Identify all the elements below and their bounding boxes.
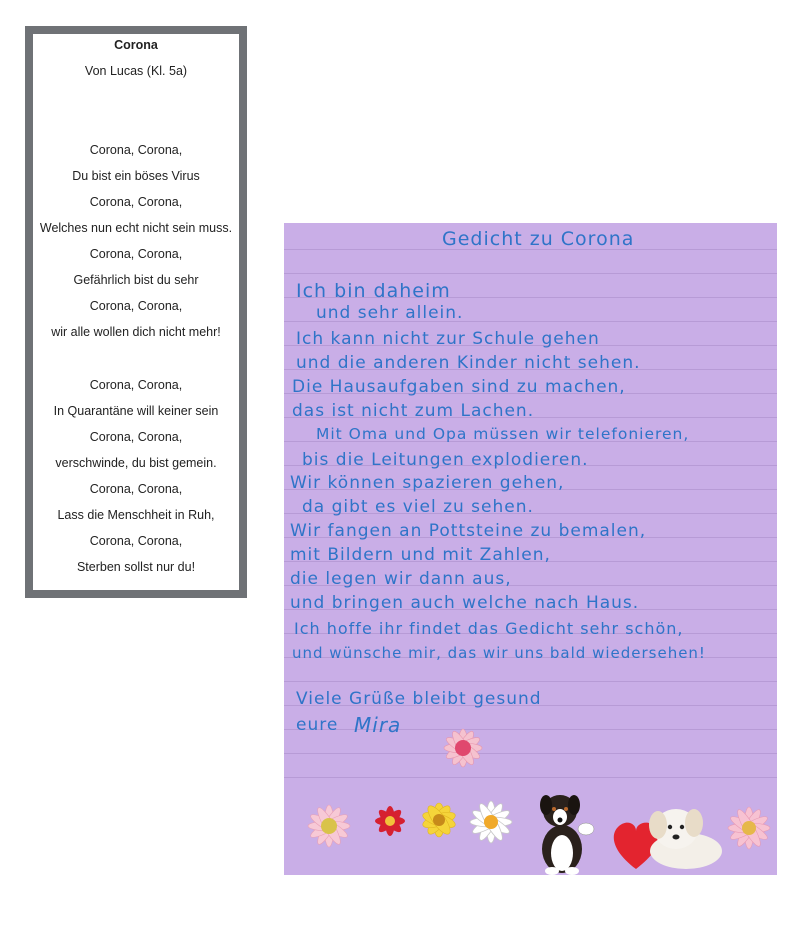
poem-line: Du bist ein böses Virus bbox=[72, 169, 200, 183]
white-daisy-sticker bbox=[466, 797, 516, 847]
handwritten-poem-page bbox=[284, 223, 777, 875]
handwritten-line: und sehr allein. bbox=[316, 303, 464, 323]
pink-gerbera-flower-sticker bbox=[440, 725, 486, 771]
handwritten-line: das ist nicht zum Lachen. bbox=[292, 401, 535, 421]
poem-author: Von Lucas (Kl. 5a) bbox=[84, 64, 188, 78]
handwritten-line: Ich kann nicht zur Schule gehen bbox=[296, 329, 600, 349]
poem-line: Corona, Corona, bbox=[89, 299, 183, 313]
handwritten-signature: Mira bbox=[354, 713, 402, 737]
poem-line: Sterben sollst nur du! bbox=[76, 560, 196, 574]
poem-line: Corona, Corona, bbox=[89, 247, 183, 261]
handwritten-line: und bringen auch welche nach Haus. bbox=[290, 593, 640, 613]
typed-poem-card bbox=[25, 26, 247, 598]
handwritten-line: da gibt es viel zu sehen. bbox=[302, 497, 534, 517]
ruled-line bbox=[284, 681, 777, 682]
handwritten-line: Die Hausaufgaben sind zu machen, bbox=[292, 377, 626, 397]
poem-line: Corona, Corona, bbox=[89, 195, 183, 209]
poem-line: Corona, Corona, bbox=[89, 143, 183, 157]
ruled-line bbox=[284, 753, 777, 754]
puppy-with-heart-sticker bbox=[610, 799, 726, 875]
poem-line: Welches nun echt nicht sein muss. bbox=[39, 221, 233, 235]
ruled-line bbox=[284, 777, 777, 778]
handwritten-line: bis die Leitungen explodieren. bbox=[302, 450, 589, 470]
puppy-dog-sticker bbox=[530, 789, 600, 875]
pink-flower-sticker bbox=[724, 803, 774, 853]
handwritten-line: und die anderen Kinder nicht sehen. bbox=[296, 353, 641, 373]
handwritten-line: mit Bildern und mit Zahlen, bbox=[290, 545, 551, 565]
handwritten-signoff: eure bbox=[296, 715, 339, 735]
handwritten-line: und wünsche mir, das wir uns bald wiedersehen! bbox=[292, 644, 706, 662]
poem-line: Lass die Menschheit in Ruh, bbox=[57, 508, 215, 522]
handwritten-line: die legen wir dann aus, bbox=[290, 569, 512, 589]
handwritten-line: Wir fangen an Pottsteine zu bemalen, bbox=[290, 521, 647, 541]
handwritten-line: Wir können spazieren gehen, bbox=[290, 473, 565, 493]
handwritten-line: Ich bin daheim bbox=[296, 280, 451, 302]
ruled-line bbox=[284, 273, 777, 274]
poem-line: Corona, Corona, bbox=[89, 430, 183, 444]
poem-line: verschwinde, du bist gemein. bbox=[55, 456, 217, 470]
handwritten-line: Mit Oma und Opa müssen wir telefonieren, bbox=[316, 425, 690, 443]
red-flower-sticker bbox=[372, 803, 408, 839]
yellow-flower-sticker bbox=[418, 799, 460, 841]
poem-line: In Quarantäne will keiner sein bbox=[53, 404, 219, 418]
poem-line: Corona, Corona, bbox=[89, 534, 183, 548]
poem-title: Corona bbox=[114, 38, 158, 52]
poem-line: wir alle wollen dich nicht mehr! bbox=[51, 325, 221, 339]
handwritten-title: Gedicht zu Corona bbox=[442, 228, 635, 250]
typed-poem-sheet bbox=[33, 34, 239, 590]
poem-line: Corona, Corona, bbox=[89, 378, 183, 392]
poem-line: Corona, Corona, bbox=[89, 482, 183, 496]
pink-gerbera-flower-sticker bbox=[304, 801, 354, 851]
handwritten-greeting: Viele Grüße bleibt gesund bbox=[296, 689, 542, 709]
poem-line: Gefährlich bist du sehr bbox=[73, 273, 199, 287]
handwritten-line: Ich hoffe ihr findet das Gedicht sehr schön, bbox=[294, 619, 684, 638]
